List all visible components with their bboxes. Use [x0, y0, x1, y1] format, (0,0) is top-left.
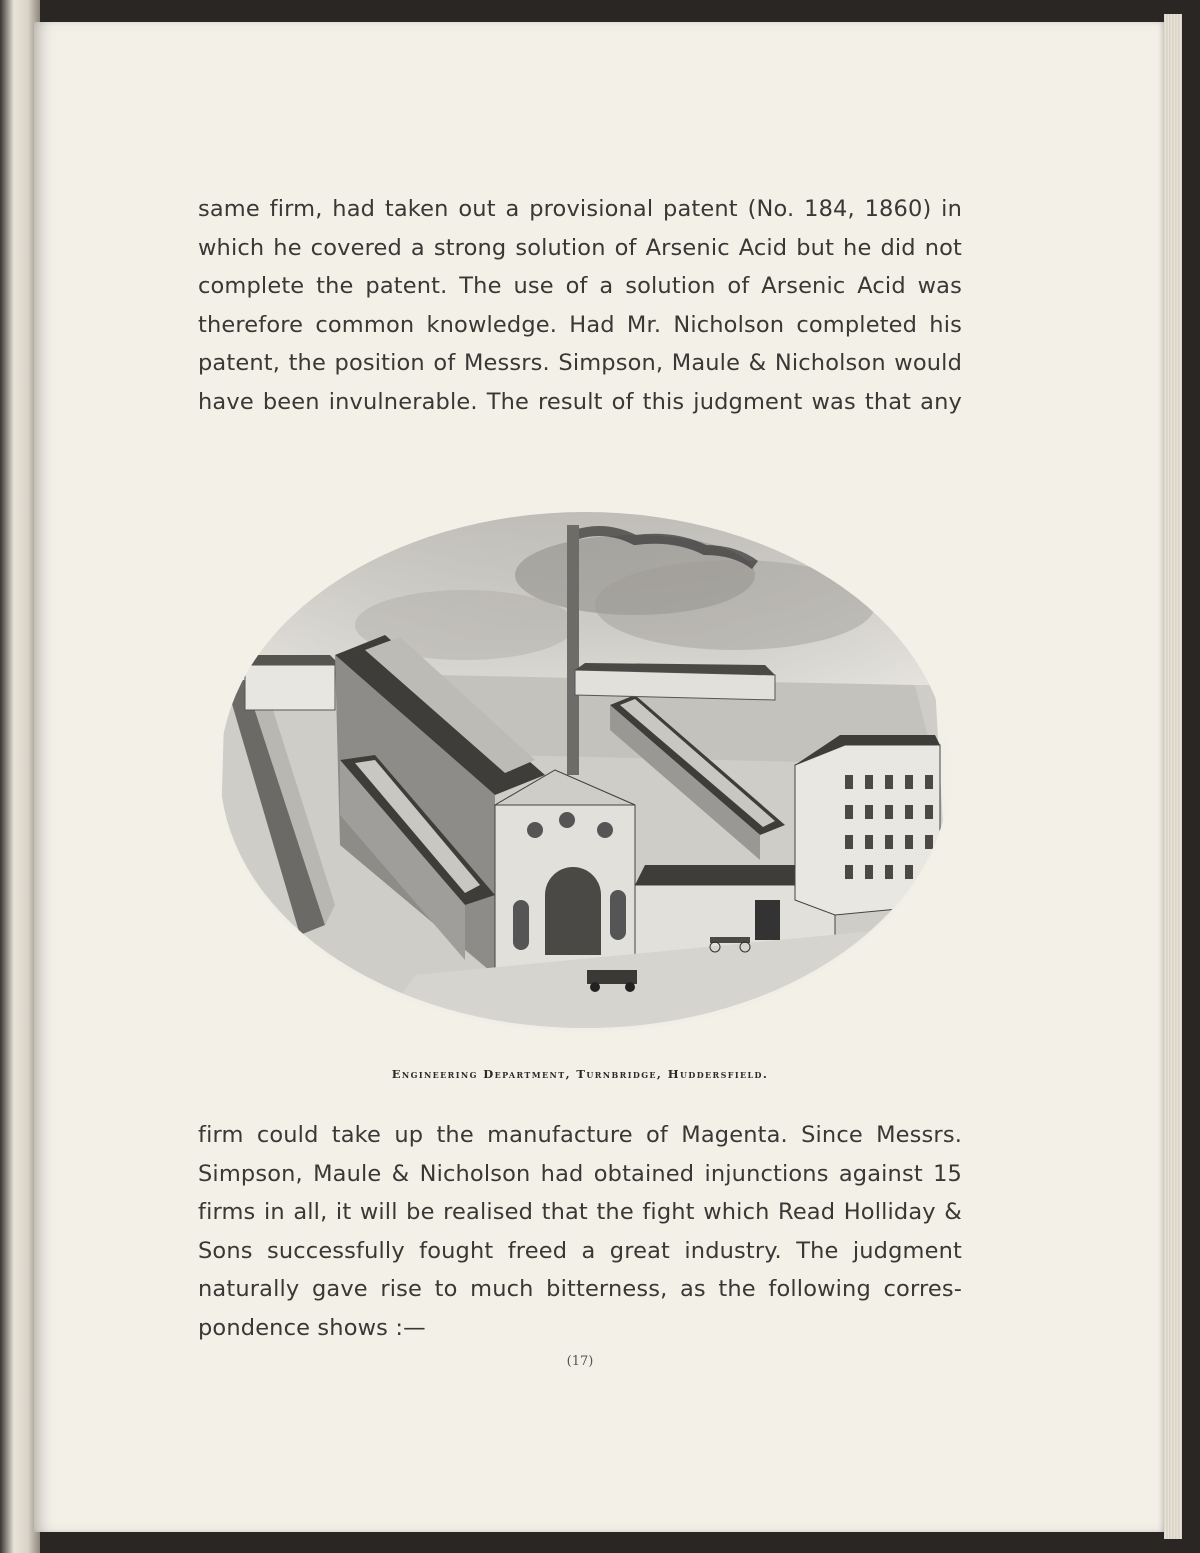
text-line: patent, the position of Messrs. Simpson, Maule & Nicholson would	[198, 350, 962, 376]
text-line: firm could take up the manufacture of Magenta. Since Messrs.	[198, 1122, 962, 1148]
text-line: naturally gave rise to much bitterness, as the following corres-	[198, 1276, 962, 1302]
factory-engraving	[215, 505, 955, 1035]
text-line: complete the patent. The use of a solution of Arsenic Acid was	[198, 273, 962, 299]
body-text-bottom	[198, 1116, 962, 1347]
page-number: (17)	[566, 1354, 594, 1369]
text-line: have been invulnerable. The result of this judgment was that any	[198, 388, 962, 415]
text-line: Simpson, Maule & Nicholson had obtained injunctions against 15	[198, 1160, 962, 1187]
text-line: therefore common knowledge. Had Mr. Nicholson completed his	[198, 311, 962, 338]
figure-caption: Engineering Department, Turnbridge, Huddersfield.	[391, 1067, 769, 1081]
page-stack-edges	[1164, 14, 1182, 1539]
text-line: Sons successfully fought freed a great industry. The judgment	[198, 1237, 962, 1264]
text-line: same firm, had taken out a provisional patent (No. 184, 1860) in	[198, 196, 962, 222]
text-line: firms in all, it will be realised that the fight which Read Holliday &	[198, 1199, 962, 1225]
text-line: pondence shows :—	[198, 1314, 426, 1341]
body-text-top	[198, 190, 962, 421]
text-line: which he covered a strong solution of Arsenic Acid but he did not	[198, 234, 962, 261]
